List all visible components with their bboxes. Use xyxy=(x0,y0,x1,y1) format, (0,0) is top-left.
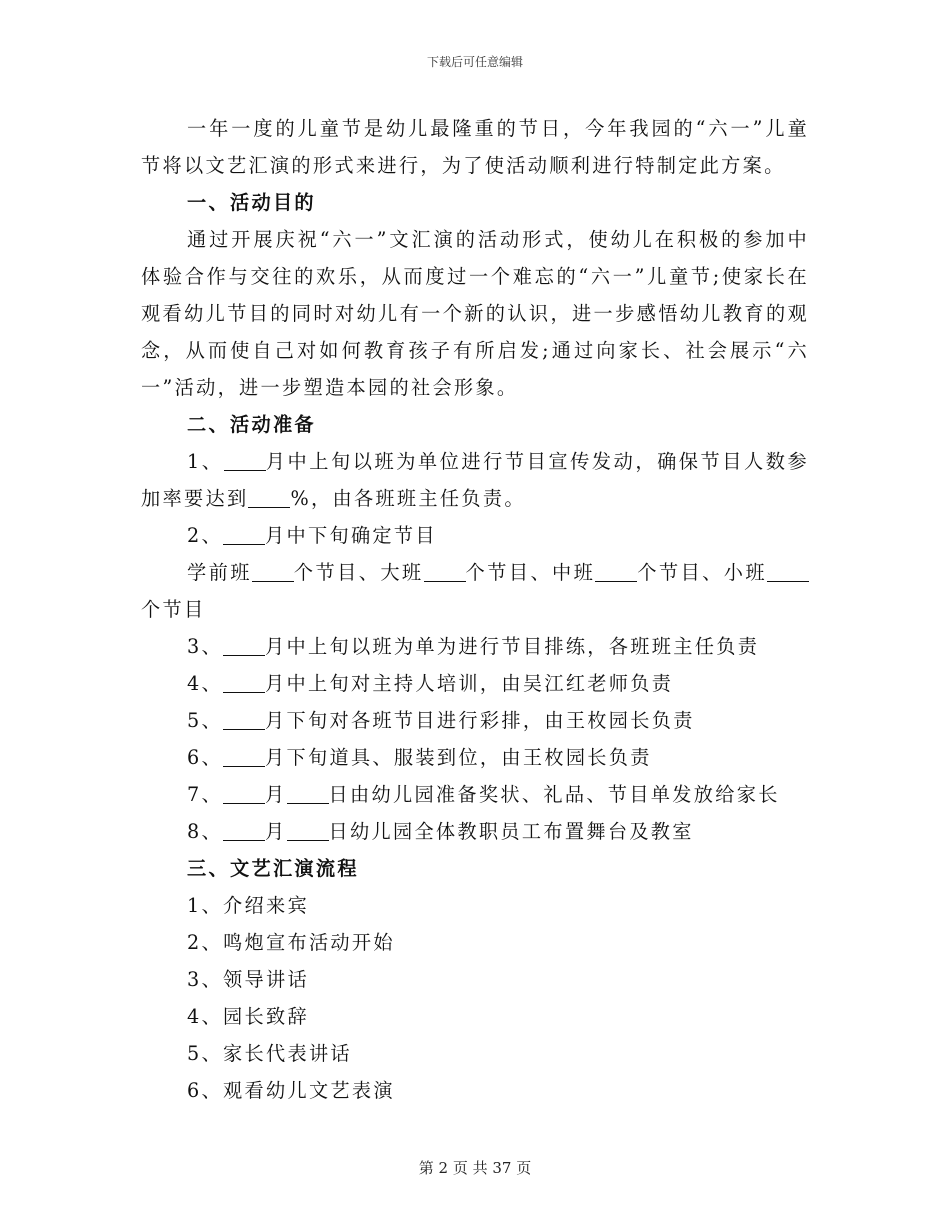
flow-item: 1、介绍来宾 xyxy=(187,894,309,917)
blank-field xyxy=(223,635,265,656)
blank-field xyxy=(223,820,265,841)
prep-item-2 xyxy=(141,517,809,554)
blank-field xyxy=(595,561,637,582)
flow-item: 5、家长代表讲话 xyxy=(187,1042,352,1065)
item-number: 8、 xyxy=(187,820,223,843)
blank-field xyxy=(224,450,266,471)
blank-field xyxy=(248,487,290,508)
item-number: 7、 xyxy=(187,783,223,806)
item-text: 个节目、中班 xyxy=(465,561,596,584)
blank-field xyxy=(252,561,294,582)
item-text: 学前班 xyxy=(187,561,252,584)
item-text: 个节目 xyxy=(141,598,206,621)
section-heading-preparation: 二、活动准备 xyxy=(187,413,316,436)
item-text: 月中上旬以班为单位进行节目宣传发动，确保节目人数参加率要达到 xyxy=(141,450,809,510)
item-text: 日幼儿园全体教职员工布置舞台及教室 xyxy=(328,820,694,843)
page-number: 第 2 页 共 37 页 xyxy=(418,1159,532,1177)
blank-field xyxy=(223,524,265,545)
blank-field xyxy=(287,783,329,804)
item-text: 月中下旬确定节目 xyxy=(265,524,437,547)
item-number: 1、 xyxy=(187,450,224,473)
section-heading-program-flow: 三、文艺汇演流程 xyxy=(187,857,359,880)
blank-field xyxy=(287,820,329,841)
prep-item-2-programs xyxy=(141,554,809,628)
prep-item-4 xyxy=(141,665,809,702)
page-header-note: 下载后可任意编辑 xyxy=(426,55,523,69)
item-text: 日由幼儿园准备奖状、礼品、节目单发放给家长 xyxy=(328,783,780,806)
item-text: 月下旬道具、服装到位，由王枚园长负责 xyxy=(265,746,652,769)
prep-item-6 xyxy=(141,739,809,776)
section-heading-purpose: 一、活动目的 xyxy=(187,191,316,214)
prep-item-3 xyxy=(141,628,809,665)
blank-field xyxy=(223,746,265,767)
blank-field xyxy=(424,561,466,582)
blank-field xyxy=(223,672,265,693)
purpose-paragraph: 通过开展庆祝“六一”文汇演的活动形式，使幼儿在积极的参加中体验合作与交往的欢乐，从而度过一个难忘的“六一”儿童节;使家长在观看幼儿节目的同时对幼儿有一个新的认识，进一步感悟幼儿教育的观念，从而使自己对如何教育孩子有所启发;通过向家长、社会展示“六一”活动，进一步塑造本园的社会形象。 xyxy=(141,228,809,399)
item-text: 月 xyxy=(265,783,287,806)
prep-item-8 xyxy=(141,813,809,850)
item-number: 3、 xyxy=(187,635,223,658)
item-text: 个节目、大班 xyxy=(293,561,424,584)
blank-field xyxy=(223,783,265,804)
item-number: 6、 xyxy=(187,746,223,769)
item-text: 月中上旬对主持人培训，由吴江红老师负责 xyxy=(265,672,674,695)
item-text: 月 xyxy=(265,820,287,843)
flow-item: 3、领导讲话 xyxy=(187,968,309,991)
blank-field xyxy=(223,709,265,730)
flow-item: 4、园长致辞 xyxy=(187,1005,309,1028)
item-text: 月中上旬以班为单为进行节目排练，各班班主任负责 xyxy=(265,635,760,658)
blank-field xyxy=(767,561,809,582)
prep-item-5 xyxy=(141,702,809,739)
item-text: %，由各班班主任负责。 xyxy=(290,487,526,510)
item-number: 5、 xyxy=(187,709,223,732)
item-text: 月下旬对各班节目进行彩排，由王枚园长负责 xyxy=(265,709,695,732)
item-number: 4、 xyxy=(187,672,223,695)
prep-item-1 xyxy=(141,443,809,517)
item-number: 2、 xyxy=(187,524,223,547)
item-text: 个节目、小班 xyxy=(637,561,767,584)
intro-paragraph: 一年一度的儿童节是幼儿最隆重的节日，今年我园的“六一”儿童节将以文艺汇演的形式来进行，为了使活动顺利进行特制定此方案。 xyxy=(141,117,809,177)
flow-item: 2、鸣炮宣布活动开始 xyxy=(187,931,395,954)
document-body xyxy=(141,110,809,1109)
prep-item-7 xyxy=(141,776,809,813)
flow-item: 6、观看幼儿文艺表演 xyxy=(187,1079,395,1102)
